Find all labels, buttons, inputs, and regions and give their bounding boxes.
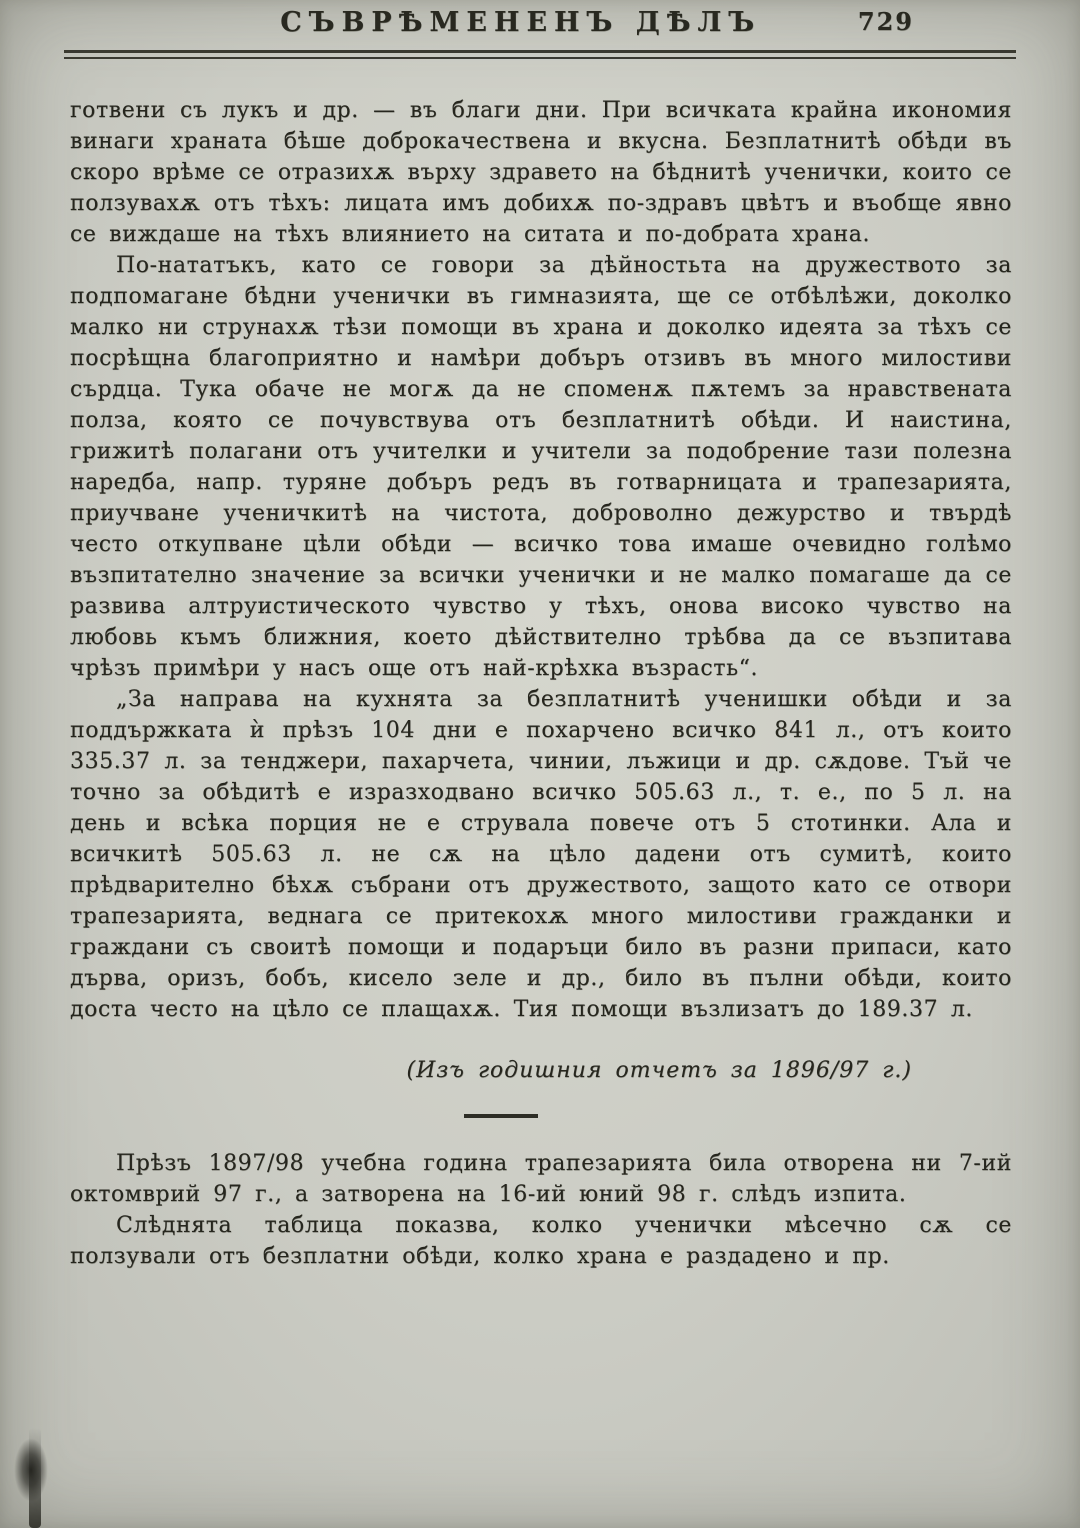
scan-ink-blob <box>14 1438 48 1502</box>
paragraph: По-нататъкъ, като се говори за дѣйностьта на дружеството за подпомагане бѣдни ученички въ гимназията, ще се отбѣлѣжи, доколко малко ни струнахѫ тѣзи помощи въ храна и доколко идеята за тѣхъ се посрѣщна благоприятно и намѣри добъръ отзивъ въ много милостиви сърдца. Тука обаче не могѫ да не споменѫ пѫтемъ за нравствената полза, която се почувствува отъ безплатнитѣ обѣди. И наистина, грижитѣ полагани отъ учителки и учители за подобрение тази полезна наредба, напр. туряне добъръ редъ въ готварницата и трапезарията, приучване ученичкитѣ на чистота, доброволно дежурство и твърдѣ често откупване цѣли обѣди — всичко това имаше очевидно голѣмо възпитателно значение за всички ученички и не малко помагаше да се развива алтруистическото чувство у тѣхъ, онова високо чувство на любовь къмъ ближния, което дѣйствително трѣбва да се възпитава чрѣзъ примѣри у насъ още отъ най-крѣхка възрасть“. <box>70 253 1012 681</box>
paragraph: Прѣзъ 1897/98 учебна година трапезарията била отворена ни 7-ий октомврий 97 г., а затворена на 16-ий юний 98 г. слѣдъ изпита. <box>70 1151 1012 1207</box>
paragraph: Слѣднята таблица показва, колко ученички мѣсечно сѫ се ползували отъ безплатни обѣди, колко храна е раздадено и пр. <box>70 1213 1012 1269</box>
scan-edge-streak <box>29 1428 41 1528</box>
page-body <box>70 95 1012 1272</box>
paragraph-continuation: готвени съ лукъ и др. — въ благи дни. При всичката крайна икономия винаги храната бѣше доброкачествена и вкусна. Безплатнитѣ обѣди въ скоро врѣме се отразихѫ върху здравето на бѣднитѣ ученички, които се ползувахѫ отъ тѣхъ: лицата имъ добихѫ по-здравъ цвѣтъ и въобще явно се виждаше на тѣхъ влиянието на ситата и по-добрата храна. <box>70 98 1012 247</box>
running-title: СЪВРѢМЕНЕНЪ ДѢЛЪ <box>280 7 762 38</box>
paragraph: „За направа на кухнята за безплатнитѣ ученишки обѣди и за поддържката ѝ прѣзъ 104 дни е похарчено всичко 841 л., отъ които 335.37 л. за тенджери, пахарчета, чинии, лъжици и др. сѫдове. Тъй че точно за обѣдитѣ е изразходвано всичко 505.63 л., т. е., по 5 л. на день и всѣка порция не е струвала повече отъ 5 стотинки. Ала и всичкитѣ 505.63 л. не сѫ на цѣло дадени отъ сумитѣ, които прѣдварително бѣхѫ събрани отъ дружеството, защото като се отвори трапезарията, веднага се притекохѫ много милостиви гражданки и граждани съ своитѣ помощи и подаръци било въ разни припаси, като дърва, оризъ, бобъ, кисело зеле и др., било въ пълни обѣди, които доста често на цѣло се плащахѫ. Тия помощи възлизатъ до 189.37 л. <box>70 687 1012 1022</box>
section-divider <box>464 1114 538 1118</box>
header-divider-line-top <box>64 50 1016 53</box>
header-divider <box>64 50 1016 59</box>
citation-line: (Изъ годишния отчетъ за 1896/97 г.) <box>406 1058 912 1083</box>
header-divider-line-bottom <box>64 57 1016 59</box>
page-header <box>0 0 1080 45</box>
page-number: 729 <box>857 7 914 36</box>
